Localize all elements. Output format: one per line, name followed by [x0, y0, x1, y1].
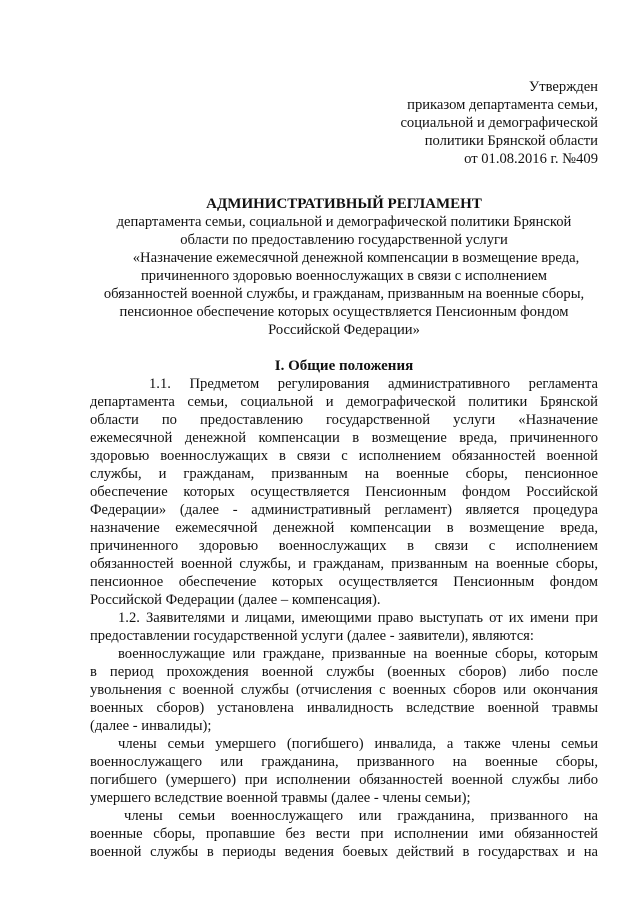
text-line: причиненного здоровью военнослужащих в связи с исполнением: [90, 538, 598, 554]
text-line: 1.2. Заявителями и лицами, имеющими право выступать от их имени при: [118, 610, 598, 626]
text-line: департамента семьи, социальной и демографической политики Брянской: [90, 394, 598, 410]
text-line: службы, и гражданам, призванным на военные сборы, пенсионное: [90, 466, 598, 482]
text-line: обеспечение которых осуществляется Пенсионным фондом Российской: [90, 484, 598, 500]
text-line: погибшего (умершего) при исполнении обязанностей военной службы либо: [90, 772, 598, 788]
text-line: увольнения с военной службы (отчисления с военных сборов или окончания: [90, 682, 598, 698]
text-line: Федерации» (далее - административный регламент) является процедура: [90, 502, 598, 518]
approval-line: приказом департамента семьи,: [407, 97, 598, 113]
paragraph-1-1: [90, 375, 598, 609]
text-line: предоставлении государственной услуги (далее - заявители), являются:: [90, 628, 534, 644]
text-line: умершего вследствие военной травмы (далее - члены семьи);: [90, 790, 471, 806]
section-body: [90, 375, 598, 861]
text-line: в период прохождения военной службы (военных сборов) либо после: [90, 664, 598, 680]
approval-stamp: [90, 78, 598, 168]
document-title-block: [90, 195, 598, 339]
paragraph-missing: [90, 807, 598, 861]
text-line: области по предоставлению государственной услуги «Назначение: [90, 412, 598, 428]
text-line: военной службы в периоды ведения боевых действий в государствах и на: [90, 844, 598, 860]
text-line: Российской Федерации (далее – компенсация).: [90, 592, 381, 608]
text-line: военных сборов) установлена инвалидность вследствие военной травмы: [90, 700, 598, 716]
title-line: области по предоставлению государственной услуги: [180, 232, 508, 248]
text-line: (далее - инвалиды);: [90, 718, 212, 734]
approval-line: от 01.08.2016 г. №409: [464, 151, 598, 167]
text-line: назначение ежемесячной денежной компенсации в возмещение вреда,: [90, 520, 598, 536]
title-line: пенсионное обеспечение которых осуществляется Пенсионным фондом: [119, 304, 569, 320]
title-line: обязанностей военной службы, и гражданам, призванным на военные сборы,: [103, 286, 585, 302]
text-line: 1.1. Предметом регулирования административного регламента: [149, 376, 598, 392]
approval-line: Утвержден: [528, 79, 598, 95]
approval-line: социальной и демографической: [400, 115, 598, 131]
text-line: военные сборы, пропавшие без вести при исполнении ими обязанностей: [90, 826, 598, 842]
text-line: ежемесячной денежной компенсации в возмещение вреда, причиненного: [90, 430, 598, 446]
title-line: департамента семьи, социальной и демографической политики Брянской: [116, 214, 572, 230]
text-line: пенсионное обеспечение которых осуществляется Пенсионным фондом: [90, 574, 598, 590]
title-line: Российской Федерации»: [268, 322, 420, 338]
text-line: военнослужащие или граждане, призванные на военные сборы, которым: [118, 646, 598, 662]
approval-line: политики Брянской области: [424, 133, 598, 149]
paragraph-family-members: [90, 735, 598, 807]
text-line: обязанностей военной службы, и гражданам, призванным на военные сборы,: [90, 556, 598, 572]
text-line: члены семьи военнослужащего или гражданина, призванного на: [124, 808, 598, 824]
title-line: причиненного здоровью военнослужащих в связи с исполнением: [140, 268, 548, 284]
title-line: «Назначение ежемесячной денежной компенсации в возмещение вреда,: [132, 250, 580, 266]
section-heading: I. Общие положения: [274, 358, 414, 374]
paragraph-invalids: [90, 645, 598, 735]
text-line: военнослужащего или гражданина, призванного на военные сборы,: [90, 754, 598, 770]
document-title: АДМИНИСТРАТИВНЫЙ РЕГЛАМЕНТ: [206, 196, 482, 212]
text-line: здоровью военнослужащих в связи с исполнением обязанностей военной: [90, 448, 598, 464]
paragraph-1-2: [90, 609, 598, 645]
text-line: члены семьи умершего (погибшего) инвалида, а также члены семьи: [118, 736, 598, 752]
